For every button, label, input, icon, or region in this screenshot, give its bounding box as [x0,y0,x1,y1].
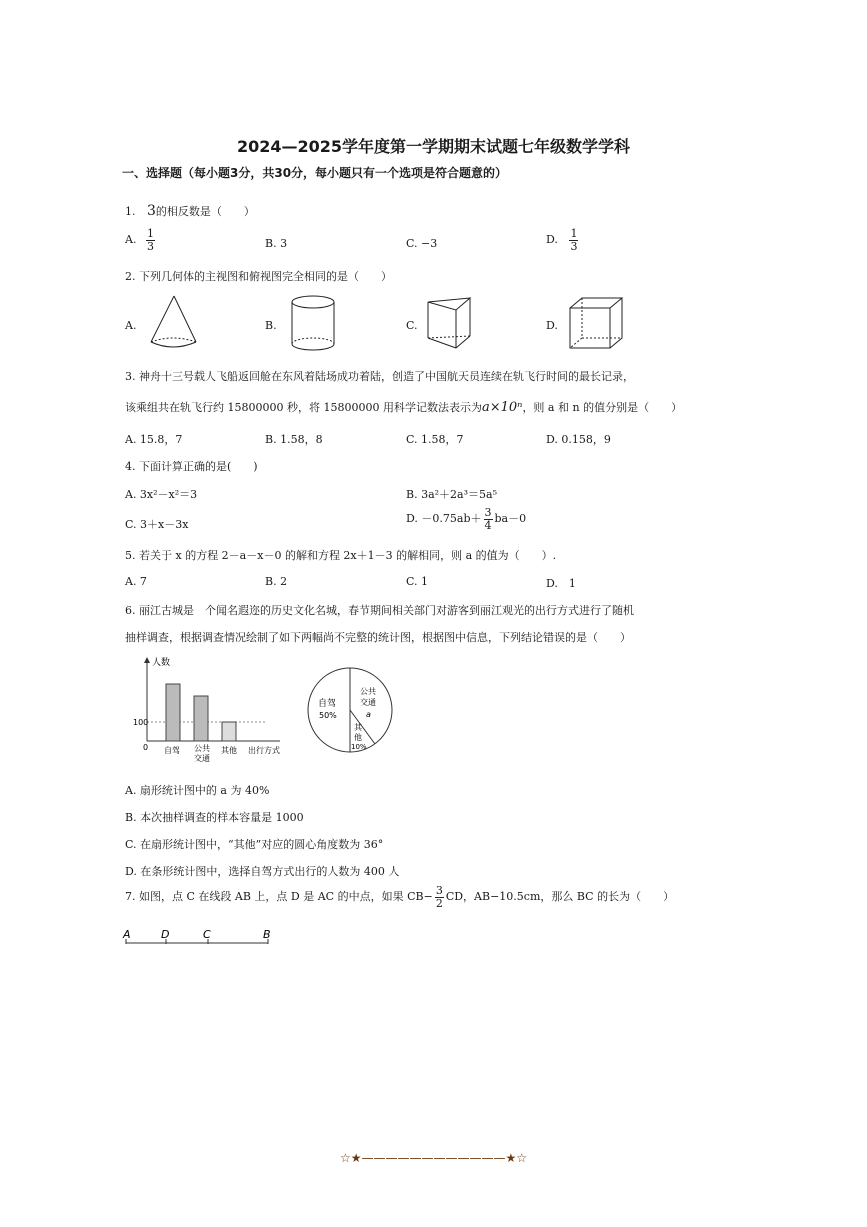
q2-option-b: B. [265,319,277,332]
triangular-prism-figure [426,296,472,354]
math-value: 3 [147,203,156,219]
y-axis-label: 人数 [152,658,171,668]
fraction-denominator: 3 [146,239,154,253]
slice-label: 交通 [360,698,376,707]
stem-text: 该乘组共在轨飞行约 15800000 秒，将 15800000 用科学记数法表示为 [125,401,482,414]
question-6-line1: 6. 丽江古城是 个闻名遐迩的历史文化名城，春节期间相关部门对游客到丽江观光的出行方式进行了随机 [125,604,634,617]
q4-option-a: A. 3x²－x²＝3 [125,488,198,501]
q6-option-d: D. 在条形统计图中，选择自驾方式出行的人数为 400 人 [125,865,400,878]
fraction-numerator: 1 [146,227,154,240]
cone-figure [148,294,200,352]
q1-option-d [546,228,580,252]
question-2-stem: 2. 下列几何体的主视图和俯视图完全相同的是（ ） [125,270,392,283]
q3-option-c: C. 1.58，7 [406,433,464,446]
q1-option-a [125,228,157,252]
question-5-stem: 5. 若关于 x 的方程 2－a－x－0 的解和方程 2x＋1－3 的解相同，则 a 的值为（ ）. [125,549,557,562]
slice-label: 其 [354,723,362,732]
fraction-numerator: 3 [435,884,443,897]
point-label-c: C [203,928,211,941]
q6-option-a: A. 扇形统计图中的 a 为 40% [125,784,270,797]
q4-option-c: C. 3＋x－3x [125,518,189,531]
pie-chart [304,664,396,756]
category-label: 自驾 [164,746,180,755]
section-heading: 一、选择题（每小题3分，共30分，每小题只有一个选项是符合题意的） [122,166,508,180]
point-label-d: D [161,928,170,941]
q5-option-c: C. 1 [406,575,429,588]
stem-text: ，则 a 和 n 的值分别是（ ） [522,401,683,414]
q5-option-d: D. 1 [546,577,576,590]
question-6-line2: 抽样调查，根据调查情况绘制了如下两幅尚不完整的统计图，根据图中信息，下列结论错误的是（ ） [125,631,631,644]
point-label-b: B [263,928,271,941]
line-segment-figure [120,926,280,950]
bar-self-drive [166,684,180,741]
slice-percent: 50% [319,711,337,720]
q2-option-c: C. [406,319,418,332]
question-4-stem: 4. 下面计算正确的是( ) [125,460,258,473]
slice-label: 他 [354,733,362,742]
q4-option-d [406,507,526,531]
bar-public-transport [194,696,208,741]
slice-percent: 10% [351,743,367,751]
question-3-line1: 3. 神舟十三号载人飞船返回舱在东风着陆场成功着陆，创造了中国航天员连续在轨飞行时间的最长记录， [125,370,634,383]
fraction-numerator: 1 [570,227,578,240]
fraction-denominator: 4 [484,518,492,532]
fraction-denominator: 2 [435,896,443,910]
q6-option-c: C. 在扇形统计图中，“其他”对应的圆心角度数为 36° [125,838,384,851]
x-axis-label: 出行方式 [248,746,280,755]
q1-option-c: C. −3 [406,237,438,250]
stem-text: 的相反数是（ ） [155,205,255,218]
question-7-stem [125,885,674,909]
y-axis-arrow [144,657,150,663]
q5-option-b: B. 2 [265,575,288,588]
fraction-numerator: 3 [484,506,492,519]
cylinder-figure [288,294,338,354]
q2-option-a: A. [125,319,137,332]
q3-option-d: D. 0.158，9 [546,433,611,446]
q6-option-b: B. 本次抽样调查的样本容量是 1000 [125,811,304,824]
option-text: ba－0 [494,512,527,526]
q4-option-b: B. 3a²＋2a³＝5a⁵ [406,488,497,501]
fraction-denominator: 3 [570,239,578,253]
question-3-line2 [125,399,682,415]
q5-option-a: A. 7 [125,575,147,588]
origin-label: 0 [143,743,149,752]
slice-label: 自驾 [318,699,337,709]
q2-option-d: D. [546,319,558,332]
question-number: 1. [125,205,136,218]
cube-figure [566,296,630,354]
slice-label: 公共 [360,687,376,696]
page-title: 2024—2025学年度第一学期期末试题七年级数学学科 [236,137,631,156]
math-expression: a×10ⁿ [481,400,523,415]
slice-variable: a [366,710,371,719]
bar-other [222,722,236,741]
q1-option-b: B. 3 [265,237,288,250]
q3-option-b: B. 1.58，8 [265,433,323,446]
page-footer-decoration: ☆★————————————★☆ [339,1151,528,1165]
question-1-stem [125,203,255,219]
q3-option-a: A. 15.8，7 [125,433,183,446]
y-tick-100: 100 [133,718,149,727]
point-label-a: A [123,928,131,941]
category-label: 公共 [194,744,210,753]
stem-text: 7. 如图，点 C 在线段 AB 上，点 D 是 AC 的中点，如果 CB− [125,890,433,904]
stem-text: CD，AB−10.5cm，那么 BC 的长为（ ） [445,890,675,904]
option-text: D. －0.75ab＋ [406,512,482,526]
option-label: A. [125,233,137,247]
option-label: D. [546,233,558,247]
bar-chart [125,655,290,770]
category-label: 交通 [194,754,210,763]
category-label: 其他 [221,746,237,755]
